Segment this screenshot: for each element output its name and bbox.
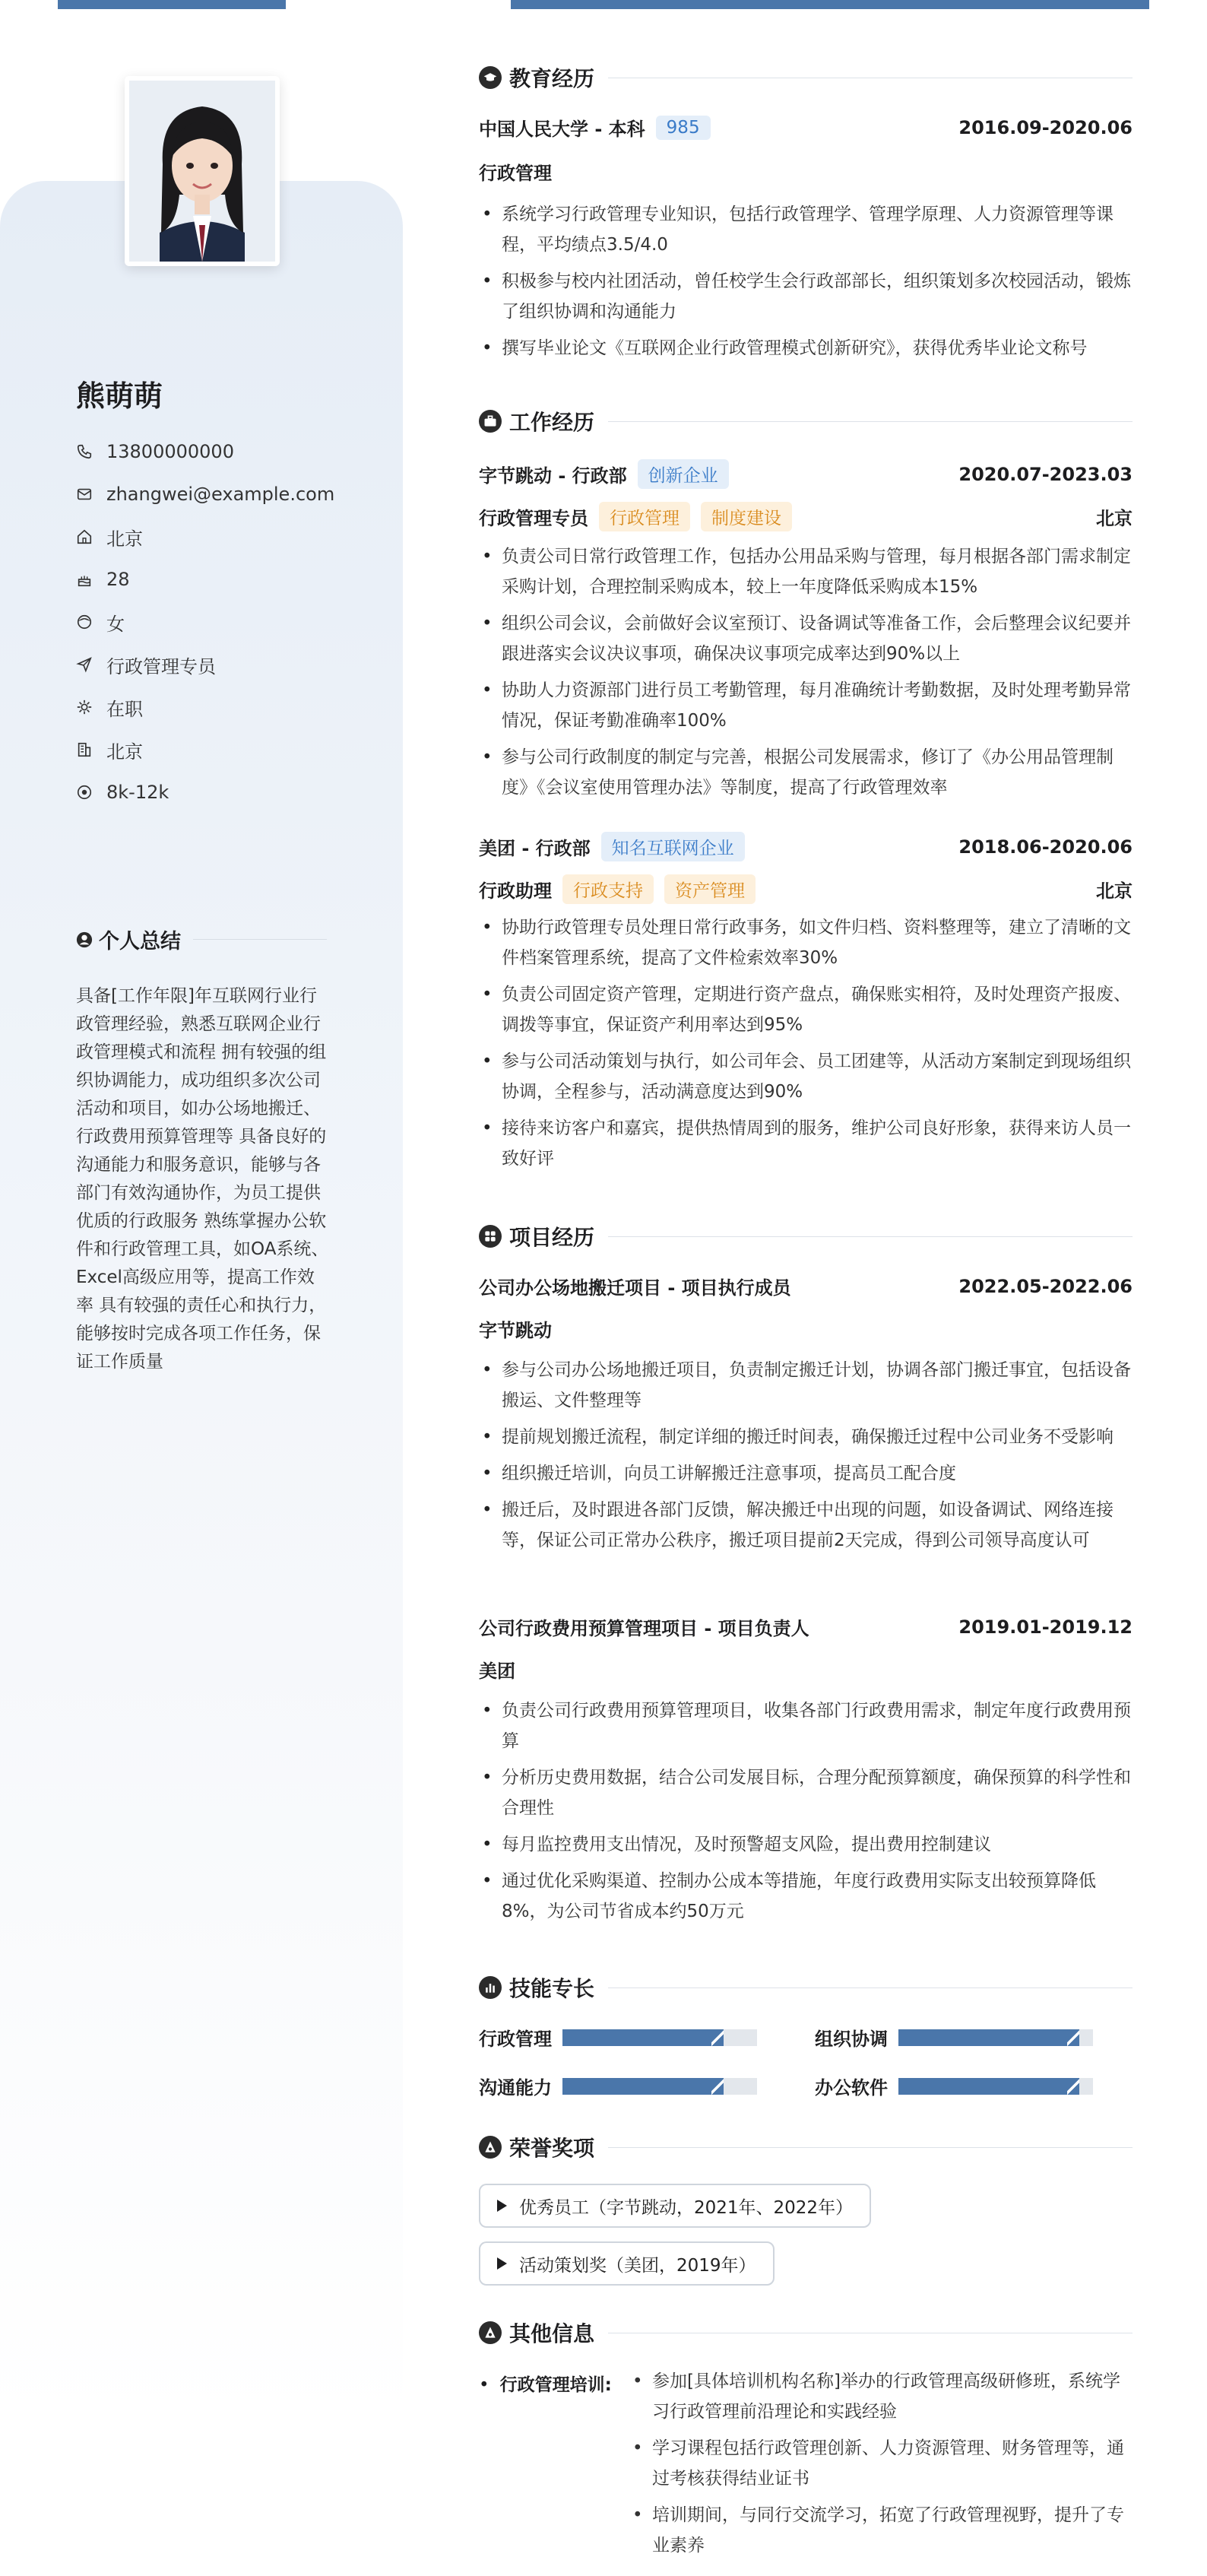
divider (608, 421, 1133, 422)
project-company-row (479, 1656, 1133, 1683)
skill-name: 沟通能力 (479, 2077, 552, 2099)
info-email (76, 473, 334, 516)
award-text: 优秀员工（字节跳动，2021年、2022年） (519, 2197, 854, 2218)
job-role: 行政助理 (479, 880, 552, 902)
skill-bar-fill (898, 2029, 1078, 2046)
coin-icon (76, 784, 93, 801)
job-role-row (479, 874, 1133, 904)
caret-right-icon (497, 2257, 507, 2270)
info-gender (76, 601, 334, 643)
work-heading (479, 406, 1133, 436)
list-item: • 撰写毕业论文《互联网企业行政管理模式创新研究》，获得优秀毕业论文称号 (479, 333, 1133, 363)
age-text: 28 (106, 569, 130, 590)
face-icon (76, 614, 93, 630)
phone-icon (76, 443, 93, 460)
list-item: • 每月监控费用支出情况，及时预警超支风险，提出费用控制建议 (479, 1829, 1133, 1860)
education-row (479, 114, 1133, 141)
info-phone (76, 430, 334, 473)
list-item: • 通过优化采购渠道、控制办公成本等措施，年度行政费用实际支出较预算降低8%，为公司节省成本约50万元 (479, 1866, 1133, 1927)
send-icon (76, 656, 93, 673)
info-target-city (76, 728, 334, 771)
company-name: 字节跳动 - 行政部 (479, 465, 627, 487)
role-tag: 行政支持 (562, 874, 654, 904)
list-item: • 搬迁后，及时跟进各部门反馈，解决搬迁中出现的问题，如设备调试、网络连接等，保证公司正常办公秩序，搬迁项目提前2天完成，得到公司领导高度认可 (479, 1495, 1133, 1556)
awards-title: 荣誉奖项 (509, 2136, 595, 2161)
job-bullets (479, 912, 1133, 1180)
projects-heading (479, 1221, 1133, 1252)
job-city: 北京 (1096, 880, 1133, 902)
skill-item (479, 2024, 757, 2051)
location-text: 北京 (106, 528, 143, 550)
cake-icon (76, 571, 93, 588)
skill-bar-fill (562, 2078, 722, 2095)
divider (193, 939, 327, 940)
status-text: 在职 (106, 698, 143, 720)
info-location (76, 516, 334, 558)
building-icon (76, 741, 93, 758)
project-date: 2022.05-2022.06 (958, 1275, 1133, 1297)
list-item: • 参与公司办公场地搬迁项目，负责制定搬迁计划，协调各部门搬迁事宜，包括设备搬运、文件整理等 (479, 1355, 1133, 1416)
grid-icon (479, 1225, 502, 1248)
target-city-text: 北京 (106, 741, 143, 763)
award-item (479, 2184, 871, 2228)
list-item: • 接待来访客户和嘉宾，提供热情周到的服务，维护公司良好形象，获得来访人员一致好评 (479, 1113, 1133, 1174)
role-tag: 制度建设 (701, 502, 792, 531)
list-item: • 学习课程包括行政管理创新、人力资源管理、财务管理等，通过考核获得结业证书 (629, 2433, 1134, 2494)
project-bullets (479, 1355, 1133, 1562)
role-tag: 资产管理 (664, 874, 756, 904)
award-icon (479, 2136, 502, 2159)
school-tag: 985 (656, 116, 711, 140)
list-item: • 参加[具体培训机构名称]举办的行政管理高级研修班，系统学习行政管理前沿理论和实践经验 (629, 2366, 1134, 2427)
summary-heading (76, 925, 327, 954)
school-name: 中国人民大学 - 本科 (479, 119, 645, 140)
skill-bar (898, 2029, 1093, 2046)
gear-icon (76, 699, 93, 715)
major-name: 行政管理 (479, 163, 552, 184)
list-item: • 提前规划搬迁流程，制定详细的搬迁时间表，确保搬迁过程中公司业务不受影响 (479, 1422, 1133, 1452)
divider (608, 2147, 1133, 2148)
role-tag: 行政管理 (599, 502, 690, 531)
contact-info-list (76, 430, 334, 814)
list-item: • 负责公司行政费用预算管理项目，收集各部门行政费用需求，制定年度行政费用预算 (479, 1696, 1133, 1756)
graduation-cap-icon (479, 66, 502, 89)
avatar (125, 76, 280, 266)
project-company: 美团 (479, 1661, 515, 1682)
top-accent-bar-right (511, 0, 1149, 9)
job-bullets (479, 541, 1133, 809)
project-name: 公司办公场地搬迁项目 - 项目执行成员 (479, 1277, 791, 1299)
user-circle-icon (76, 931, 93, 948)
top-accent-bar-left (58, 0, 286, 9)
other-heading (479, 2317, 1133, 2348)
list-item: • 参与公司活动策划与执行，如公司年会、员工团建等，从活动方案制定到现场组织协调，全程参与，活动满意度达到90% (479, 1046, 1133, 1107)
award-item (479, 2241, 775, 2286)
mail-icon (76, 486, 93, 503)
education-title: 教育经历 (509, 66, 595, 91)
job-row (479, 459, 1133, 489)
project-row (479, 1273, 1133, 1299)
project-row (479, 1613, 1133, 1640)
skills-heading (479, 1972, 1133, 2003)
home-icon (76, 528, 93, 545)
skill-bar-fill (562, 2029, 722, 2046)
salary-text: 8k-12k (106, 782, 169, 803)
list-item: • 分析历史费用数据，结合公司发展目标，合理分配预算额度，确保预算的科学性和合理性 (479, 1762, 1133, 1823)
skill-bar (898, 2078, 1093, 2095)
list-item: • 负责公司固定资产管理，定期进行资产盘点，确保账实相符，及时处理资产报废、调拨等事宜，保证资产利用率达到95% (479, 979, 1133, 1040)
company-name: 美团 - 行政部 (479, 838, 591, 859)
award-text: 活动策划奖（美团，2019年） (519, 2255, 756, 2276)
education-bullets (479, 199, 1133, 370)
company-tag: 创新企业 (638, 459, 729, 489)
info-status (76, 686, 334, 728)
candidate-name: 熊萌萌 (76, 379, 163, 413)
briefcase-icon (479, 410, 502, 433)
list-item: • 协助人力资源部门进行员工考勤管理，每月准确统计考勤数据，及时处理考勤异常情况，保证考勤准确率100% (479, 675, 1133, 736)
summary-text: 具备[工作年限]年互联网行业行政管理经验，熟悉互联网企业行政管理模式和流程 拥有较强的组织协调能力，成功组织多次公司活动和项目，如办公场地搬迁、行政费用预算管理等 具备良好的沟通能力和服务意识，能够与各部门有效沟通协作，为员工提供优质的行政服务 熟练掌握办公软件和行政管理工具，如OA系统、Excel高级应用等，提高工作效率 具有较强的责任心和执行力，能够按时完成各项工作任务，保证工作质量 (76, 986, 329, 1372)
other-title: 其他信息 (509, 2321, 595, 2346)
skill-name: 行政管理 (479, 2029, 552, 2050)
company-tag: 知名互联网企业 (601, 832, 745, 861)
phone-text: 13800000000 (106, 441, 234, 462)
position-text: 行政管理专员 (106, 655, 216, 677)
skill-bar (562, 2078, 757, 2095)
bar-chart-icon (479, 1976, 502, 1999)
project-name: 公司行政费用预算管理项目 - 项目负责人 (479, 1618, 809, 1639)
skill-name: 办公软件 (815, 2077, 888, 2099)
gender-text: 女 (106, 613, 125, 635)
info-salary (76, 771, 334, 814)
job-city: 北京 (1096, 508, 1133, 529)
other-label: • 行政管理培训: (479, 2371, 612, 2396)
skill-name: 组织协调 (815, 2029, 888, 2050)
info-position (76, 643, 334, 686)
info-icon (479, 2321, 502, 2344)
divider (608, 1236, 1133, 1237)
list-item: • 积极参与校内社团活动，曾任校学生会行政部部长，组织策划多次校园活动，锻炼了组织协调和沟通能力 (479, 266, 1133, 327)
awards-heading (479, 2132, 1133, 2162)
list-item: • 培训期间，与同行交流学习，拓宽了行政管理视野，提升了专业素养 (629, 2500, 1134, 2561)
project-date: 2019.01-2019.12 (958, 1616, 1133, 1638)
job-date: 2018.06-2020.06 (958, 836, 1133, 858)
list-item: • 组织公司会议，会前做好会议室预订、设备调试等准备工作，会后整理会议纪要并跟进落实会议决议事项，确保决议事项完成率达到90%以上 (479, 608, 1133, 669)
email-text: zhangwei@example.com (106, 484, 335, 505)
project-company-row (479, 1315, 1133, 1342)
skills-title: 技能专长 (509, 1976, 595, 2001)
job-date: 2020.07-2023.03 (958, 463, 1133, 485)
skill-item (479, 2073, 757, 2099)
job-role-row (479, 502, 1133, 531)
summary-title: 个人总结 (99, 930, 181, 953)
list-item: • 协助行政管理专员处理日常行政事务，如文件归档、资料整理等，建立了清晰的文件档案管理系统，提高了文件检索效率30% (479, 912, 1133, 973)
education-heading (479, 62, 1133, 93)
list-item: • 负责公司日常行政管理工作，包括办公用品采购与管理，每月根据各部门需求制定采购计划，合理控制采购成本，较上一年度降低采购成本15% (479, 541, 1133, 602)
skill-bar (562, 2029, 757, 2046)
list-item: • 组织搬迁培训，向员工讲解搬迁注意事项，提高员工配合度 (479, 1458, 1133, 1489)
caret-right-icon (497, 2200, 507, 2212)
project-bullets (479, 1696, 1133, 1933)
education-date: 2016.09-2020.06 (958, 116, 1133, 138)
major-row (479, 158, 1133, 185)
list-item: • 参与公司行政制度的制定与完善，根据公司发展需求，修订了《办公用品管理制度》《会议室使用管理办法》等制度，提高了行政管理效率 (479, 742, 1133, 803)
info-age (76, 558, 334, 601)
skill-bar-fill (898, 2078, 1078, 2095)
list-item: • 系统学习行政管理专业知识，包括行政管理学、管理学原理、人力资源管理等课程，平均绩点3.5/4.0 (479, 199, 1133, 260)
job-role: 行政管理专员 (479, 508, 588, 529)
project-company: 字节跳动 (479, 1320, 552, 1341)
skill-item (815, 2073, 1093, 2099)
work-title: 工作经历 (509, 410, 595, 435)
projects-title: 项目经历 (509, 1225, 595, 1250)
skill-item (815, 2024, 1093, 2051)
other-bullets (629, 2366, 1134, 2567)
job-row (479, 832, 1133, 861)
